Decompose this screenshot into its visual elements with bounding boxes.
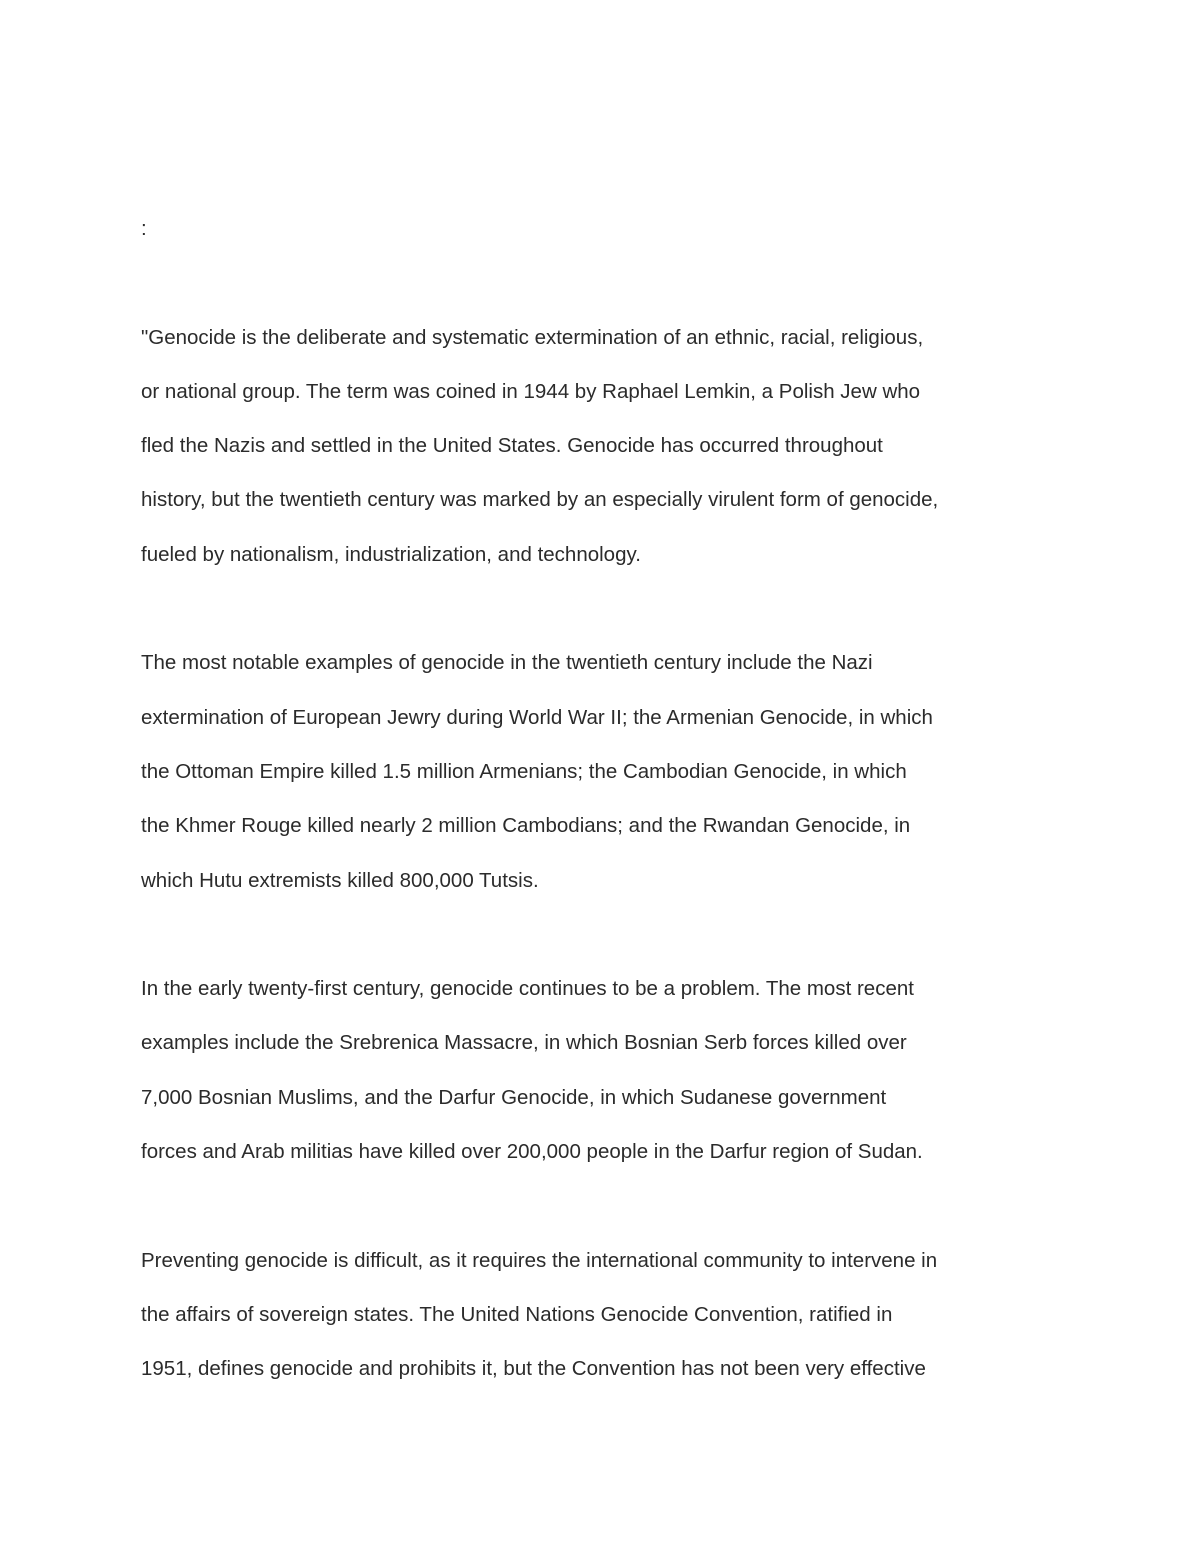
paragraph-4: [141, 1234, 1071, 1397]
text-line: 1951, defines genocide and prohibits it, but the Convention has not been very effective: [141, 1357, 926, 1381]
text-line: fueled by nationalism, industrialization, and technology.: [141, 542, 641, 566]
text-line: the Ottoman Empire killed 1.5 million Armenians; the Cambodian Genocide, in which: [141, 759, 907, 783]
text-line: "Genocide is the deliberate and systematic extermination of an ethnic, racial, religious,: [141, 325, 924, 349]
text-line: extermination of European Jewry during World War II; the Armenian Genocide, in which: [141, 705, 933, 729]
paragraph-gap: [141, 582, 1071, 636]
document-body: [141, 202, 1071, 1397]
text-line: Preventing genocide is difficult, as it requires the international community to intervene in: [141, 1248, 938, 1272]
paragraph-2: [141, 636, 1071, 907]
text-line: examples include the Srebrenica Massacre, in which Bosnian Serb forces killed over: [141, 1031, 907, 1055]
text-line: fled the Nazis and settled in the United States. Genocide has occurred throughout: [141, 434, 883, 458]
paragraph-gap: [141, 1179, 1071, 1233]
text-line: the affairs of sovereign states. The United Nations Genocide Convention, ratified in: [141, 1302, 893, 1326]
spacer: [141, 256, 1071, 310]
text-line: the Khmer Rouge killed nearly 2 million Cambodians; and the Rwandan Genocide, in: [141, 814, 911, 838]
text-line: or national group. The term was coined in 1944 by Raphael Lemkin, a Polish Jew who: [141, 379, 921, 403]
document-heading: :: [141, 217, 147, 240]
paragraph-3: [141, 962, 1071, 1179]
text-line: history, but the twentieth century was marked by an especially virulent form of genocide,: [141, 488, 939, 512]
text-line: forces and Arab militias have killed over 200,000 people in the Darfur region of Sudan.: [141, 1140, 923, 1164]
text-line: 7,000 Bosnian Muslims, and the Darfur Genocide, in which Sudanese government: [141, 1085, 887, 1109]
text-line: In the early twenty-first century, genocide continues to be a problem. The most recent: [141, 977, 914, 1001]
paragraph-1: [141, 311, 1071, 582]
text-line: The most notable examples of genocide in the twentieth century include the Nazi: [141, 651, 873, 675]
text-line: which Hutu extremists killed 800,000 Tutsis.: [141, 868, 539, 892]
paragraph-gap: [141, 908, 1071, 962]
